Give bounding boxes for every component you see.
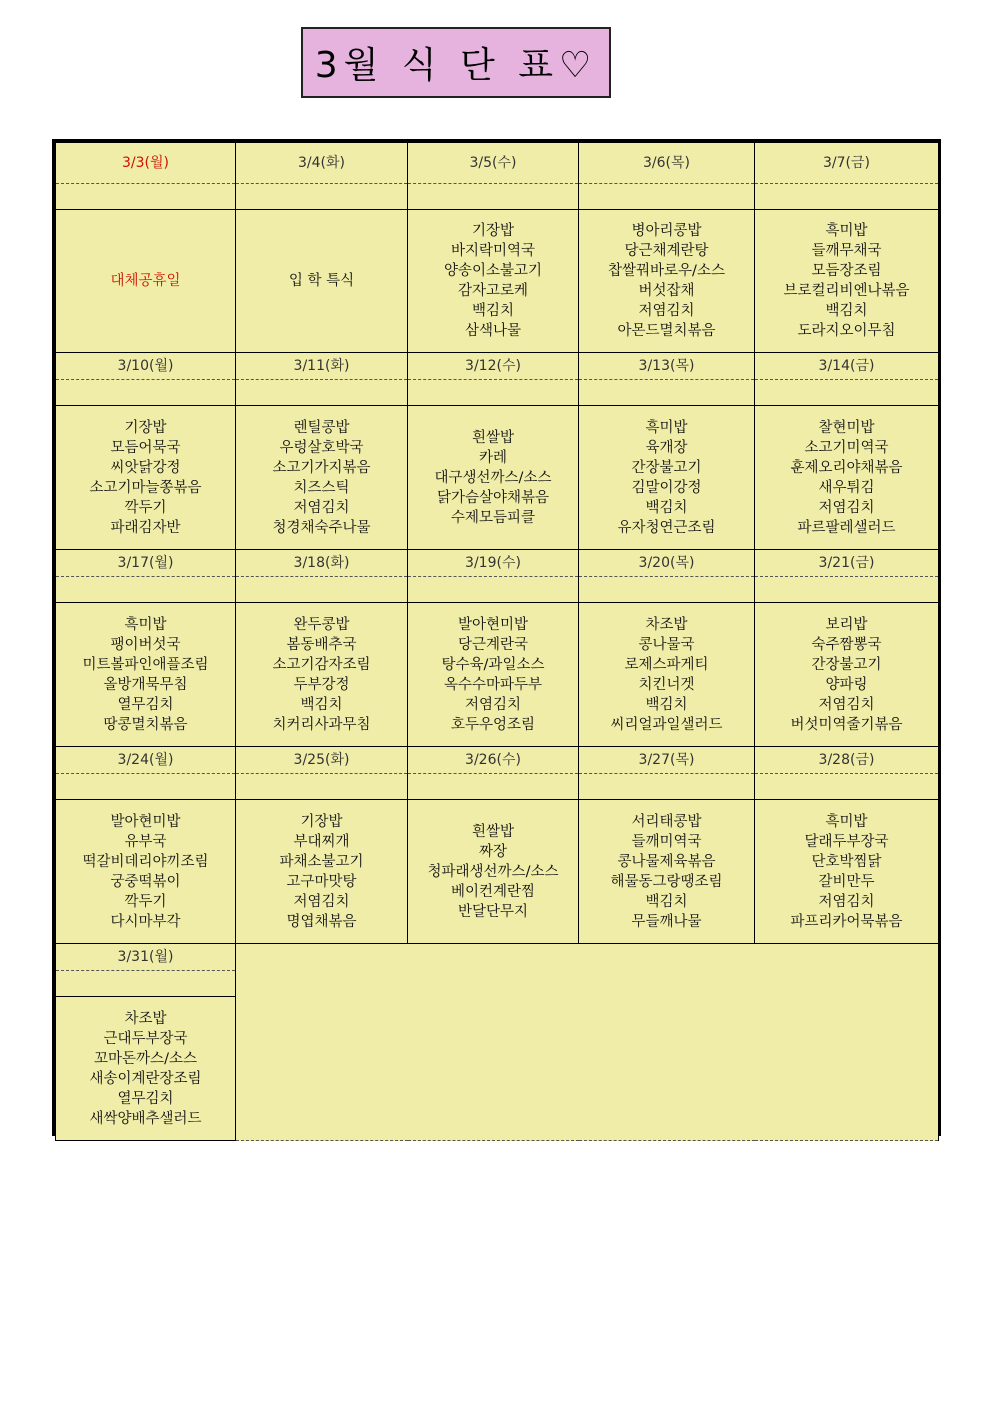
blank-cell — [56, 380, 236, 406]
menu-cell — [755, 406, 939, 550]
dish-item: 달래두부장국 — [804, 833, 889, 850]
dish-item: 청경채숙주나물 — [272, 519, 371, 536]
menu-cell — [579, 800, 755, 944]
dish-item: 바지락미역국 — [450, 243, 536, 259]
blank-cell — [755, 184, 939, 210]
menu-table — [52, 139, 941, 1136]
dish-item: 병아리콩밥 — [631, 223, 702, 239]
menu-cell — [755, 800, 939, 944]
dish-item: 백김치 — [645, 696, 688, 713]
dish-item: 무들깨나물 — [631, 913, 702, 930]
dish-item: 미트볼파인애플조림 — [82, 656, 209, 673]
date-cell: 3/20(목) — [579, 550, 755, 577]
dish-item: 봄동배추국 — [286, 636, 357, 653]
date-cell: 3/14(금) — [755, 353, 939, 380]
dish-item: 씨리얼과일샐러드 — [610, 716, 723, 733]
dish-item: 소고기마늘쫑볶음 — [89, 479, 202, 496]
date-cell: 3/7(금) — [755, 143, 939, 184]
date-cell: 3/18(화) — [236, 550, 408, 577]
dish-item: 치킨너겟 — [638, 676, 695, 693]
empty-area — [236, 944, 939, 1141]
dish-item: 꼬마돈까스/소스 — [94, 1050, 197, 1067]
menu-cell — [56, 603, 236, 747]
dish-item: 단호박찜닭 — [811, 853, 882, 870]
dish-item: 카레 — [478, 449, 507, 466]
dish-item: 백김치 — [825, 303, 868, 319]
dish-item: 두부강정 — [293, 676, 350, 693]
dish-item: 팽이버섯국 — [110, 636, 181, 653]
blank-cell — [408, 774, 579, 800]
dish-item: 서리태콩밥 — [631, 813, 702, 830]
date-cell: 3/13(목) — [579, 353, 755, 380]
dish-item: 저염김치 — [293, 893, 350, 910]
dish-item: 당근계란국 — [457, 636, 529, 653]
menu-row — [56, 800, 939, 944]
dish-item: 당근채계란탕 — [624, 243, 709, 259]
menu-row — [56, 406, 939, 550]
dish-item: 씨앗닭강정 — [110, 459, 181, 476]
date-row — [56, 944, 939, 971]
dish-item: 양송이소불고기 — [443, 263, 543, 279]
dish-item: 파채소불고기 — [279, 853, 364, 870]
menu-grid — [55, 142, 939, 1141]
dish-item: 명엽채볶음 — [286, 913, 357, 930]
dish-item: 궁중떡볶이 — [110, 873, 181, 890]
date-cell: 3/21(금) — [755, 550, 939, 577]
dish-item: 기장밥 — [300, 813, 343, 830]
date-cell: 3/4(화) — [236, 143, 408, 184]
dish-item: 부대찌개 — [293, 833, 350, 850]
dish-item: 로제스파게티 — [624, 656, 709, 673]
blank-cell — [755, 774, 939, 800]
dish-item: 파프리카어묵볶음 — [790, 913, 903, 930]
dish-item: 탕수육/과일소스 — [441, 656, 545, 673]
menu-cell — [236, 406, 408, 550]
dish-item: 저염김치 — [818, 696, 875, 713]
menu-cell — [236, 800, 408, 944]
dish-item: 아몬드멸치볶음 — [617, 323, 716, 339]
dish-item: 콩나물국 — [638, 636, 695, 653]
blank-cell — [236, 380, 408, 406]
menu-cell — [56, 800, 236, 944]
dish-item: 저염김치 — [818, 499, 875, 516]
date-cell: 3/11(화) — [236, 353, 408, 380]
dish-item: 기장밥 — [471, 223, 515, 239]
dish-item: 닭가슴살야채볶음 — [436, 489, 550, 506]
blank-cell — [755, 380, 939, 406]
dish-item: 입 학 특식 — [288, 273, 355, 289]
dish-item: 백김치 — [471, 303, 515, 319]
blank-cell — [56, 774, 236, 800]
dish-item: 갈비만두 — [818, 873, 875, 890]
blank-cell — [236, 577, 408, 603]
menu-cell — [236, 603, 408, 747]
dish-item: 해물동그랑땡조림 — [610, 873, 723, 890]
dish-item: 완두콩밥 — [293, 616, 350, 633]
date-row — [56, 353, 939, 380]
date-row — [56, 747, 939, 774]
dish-item: 흑미밥 — [124, 616, 167, 633]
dish-item: 열무김치 — [117, 1090, 174, 1107]
date-cell: 3/6(목) — [579, 143, 755, 184]
dish-item: 대구생선까스/소스 — [434, 469, 552, 486]
dish-item: 모듬장조림 — [811, 263, 882, 279]
date-row — [56, 550, 939, 577]
dish-item: 흑미밥 — [825, 223, 868, 239]
dish-item: 렌틸콩밥 — [293, 419, 350, 436]
dish-item: 저염김치 — [638, 303, 695, 319]
dish-item: 깍두기 — [124, 499, 167, 516]
dish-item: 우렁살호박국 — [279, 439, 364, 456]
dish-item: 들깨무채국 — [811, 243, 882, 259]
dish-item: 흰쌀밥 — [471, 823, 515, 840]
blank-row — [56, 380, 939, 406]
menu-cell — [755, 603, 939, 747]
date-cell: 3/26(수) — [408, 747, 579, 774]
menu-cell — [408, 800, 579, 944]
dish-item: 수제모듬피클 — [450, 509, 536, 526]
dish-item: 고구마맛탕 — [286, 873, 357, 890]
blank-cell — [579, 184, 755, 210]
dish-item: 새싹양배추샐러드 — [89, 1110, 202, 1127]
dish-item: 훈제오리야채볶음 — [790, 459, 903, 476]
dish-item: 저염김치 — [818, 893, 875, 910]
dish-item: 파르팔레샐러드 — [797, 519, 896, 536]
date-cell: 3/10(월) — [56, 353, 236, 380]
dish-item: 땅콩멸치볶음 — [103, 716, 188, 733]
dish-item: 근대두부장국 — [103, 1030, 188, 1047]
date-cell: 3/25(화) — [236, 747, 408, 774]
dish-item: 새송이계란장조림 — [89, 1070, 202, 1087]
date-cell: 3/19(수) — [408, 550, 579, 577]
dish-item: 모듬어묵국 — [110, 439, 181, 456]
dish-item: 새우튀김 — [818, 479, 875, 496]
dish-item: 도라지오이무침 — [797, 323, 896, 339]
blank-cell — [579, 774, 755, 800]
dish-item: 유자청연근조림 — [617, 519, 716, 536]
menu-cell — [579, 406, 755, 550]
blank-row — [56, 774, 939, 800]
dish-item: 흑미밥 — [645, 419, 688, 436]
dish-item: 베이컨계란찜 — [450, 883, 536, 900]
page-title: 3월 식 단 표♡ — [301, 27, 611, 98]
date-cell: 3/28(금) — [755, 747, 939, 774]
dish-item: 보리밥 — [825, 616, 868, 633]
menu-cell — [56, 997, 236, 1141]
date-cell: 3/24(월) — [56, 747, 236, 774]
blank-cell — [755, 577, 939, 603]
dish-item: 열무김치 — [117, 696, 174, 713]
date-cell: 3/12(수) — [408, 353, 579, 380]
dish-item: 떡갈비데리야끼조림 — [82, 853, 209, 870]
dish-item: 찰현미밥 — [818, 419, 875, 436]
dish-item: 파래김자반 — [110, 519, 181, 536]
date-cell: 3/31(월) — [56, 944, 236, 971]
date-cell: 3/17(월) — [56, 550, 236, 577]
dish-item: 소고기감자조림 — [272, 656, 371, 673]
date-cell: 3/27(목) — [579, 747, 755, 774]
dish-item: 깍두기 — [124, 893, 167, 910]
dish-item: 청파래생선까스/소스 — [427, 863, 559, 880]
blank-row — [56, 577, 939, 603]
blank-cell — [56, 577, 236, 603]
dish-item: 옥수수마파두부 — [443, 676, 543, 693]
dish-item: 차조밥 — [124, 1010, 167, 1027]
dish-item: 김말이강정 — [631, 479, 702, 496]
menu-cell — [56, 210, 236, 353]
blank-row — [56, 184, 939, 210]
menu-cell — [579, 210, 755, 353]
dish-item: 치즈스틱 — [293, 479, 350, 496]
date-cell: 3/3(월) — [56, 143, 236, 184]
dish-item: 반달단무지 — [457, 903, 529, 920]
dish-item: 차조밥 — [645, 616, 688, 633]
blank-cell — [236, 184, 408, 210]
blank-cell — [579, 380, 755, 406]
dish-item: 소고기가지볶음 — [272, 459, 371, 476]
menu-cell — [236, 210, 408, 353]
menu-row — [56, 603, 939, 747]
menu-cell — [408, 210, 579, 353]
dish-item: 발아현미밥 — [457, 616, 529, 633]
dish-item: 간장불고기 — [631, 459, 702, 476]
dish-item: 올방개묵무침 — [103, 676, 188, 693]
dish-item: 백김치 — [645, 893, 688, 910]
dish-item: 백김치 — [645, 499, 688, 516]
dish-item: 다시마부각 — [110, 913, 181, 930]
blank-cell — [408, 184, 579, 210]
dish-item: 저염김치 — [293, 499, 350, 516]
dish-item: 숙주짬뽕국 — [811, 636, 882, 653]
dish-item: 백김치 — [300, 696, 343, 713]
date-row — [56, 143, 939, 184]
blank-cell — [408, 577, 579, 603]
dish-item: 찹쌀꿔바로우/소스 — [608, 263, 725, 279]
dish-item: 대체공휴일 — [110, 273, 181, 289]
dish-item: 감자고로케 — [457, 283, 529, 299]
blank-cell — [579, 577, 755, 603]
dish-item: 흰쌀밥 — [471, 429, 515, 446]
dish-item: 들깨미역국 — [631, 833, 702, 850]
dish-item: 콩나물제육볶음 — [617, 853, 716, 870]
dish-item: 양파링 — [825, 676, 868, 693]
dish-item: 버섯잡채 — [638, 283, 695, 299]
dish-item: 소고기미역국 — [804, 439, 889, 456]
blank-cell — [408, 380, 579, 406]
dish-item: 짜장 — [478, 843, 507, 860]
menu-cell — [408, 603, 579, 747]
menu-cell — [408, 406, 579, 550]
dish-item: 기장밥 — [124, 419, 167, 436]
blank-cell — [56, 971, 236, 997]
dish-item: 호두우엉조림 — [450, 716, 536, 733]
menu-row — [56, 210, 939, 353]
blank-cell — [236, 774, 408, 800]
date-cell: 3/5(수) — [408, 143, 579, 184]
dish-item: 저염김치 — [464, 696, 522, 713]
dish-item: 버섯미역줄기볶음 — [790, 716, 903, 733]
dish-item: 발아현미밥 — [110, 813, 181, 830]
menu-cell — [579, 603, 755, 747]
menu-cell — [56, 406, 236, 550]
dish-item: 흑미밥 — [825, 813, 868, 830]
dish-item: 삼색나물 — [464, 323, 522, 339]
dish-item: 육개장 — [645, 439, 688, 456]
blank-cell — [56, 184, 236, 210]
dish-item: 유부국 — [124, 833, 167, 850]
dish-item: 브로컬리비엔나볶음 — [783, 283, 910, 299]
menu-cell — [755, 210, 939, 353]
dish-item: 간장불고기 — [811, 656, 882, 673]
dish-item: 치커리사과무침 — [272, 716, 371, 733]
